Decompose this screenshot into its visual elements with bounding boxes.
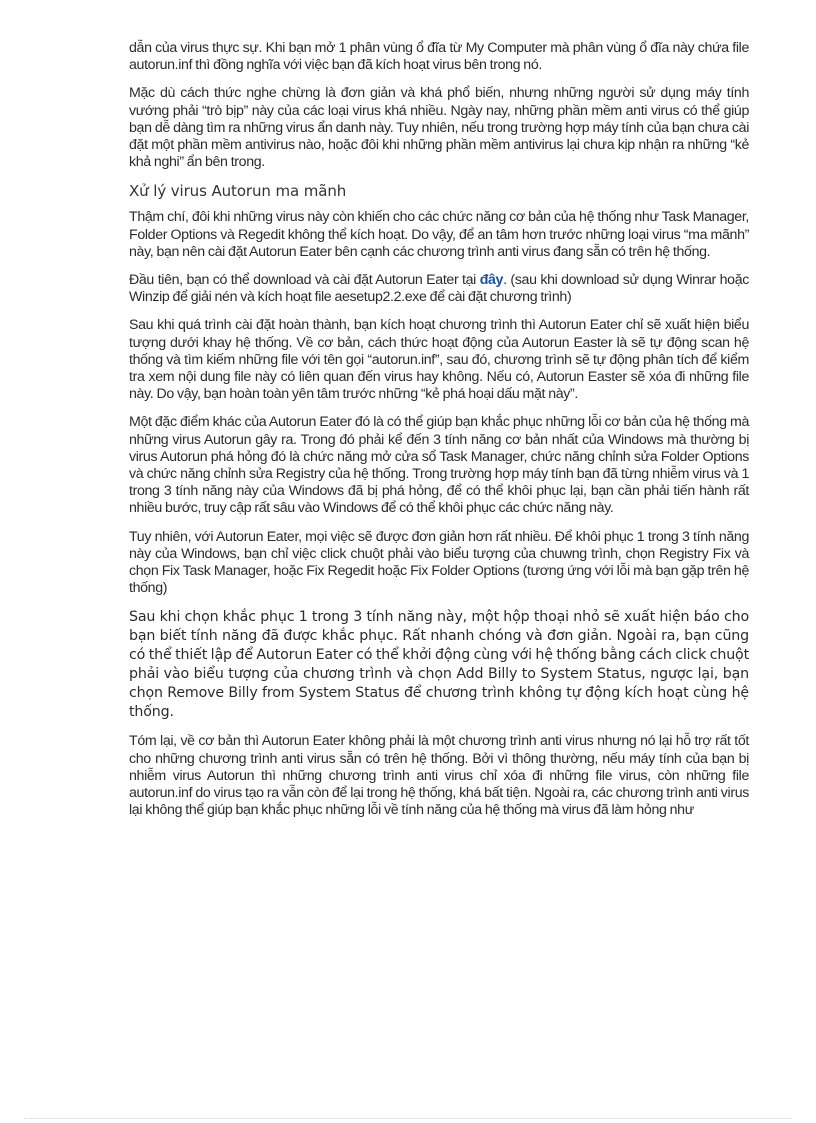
page-bottom-divider xyxy=(24,1118,792,1119)
paragraph-download xyxy=(129,272,749,306)
paragraph-trick-description: Mặc dù cách thức nghe chừng là đơn giản và khá phổ biến, nhưng những người sử dụng máy tính vướng phải “trò bịp” này của các loại virus khá nhiều. Ngày nay, những phần mềm anti virus có thể giúp bạn dễ dàng tìm ra những virus ẩn danh này. Tuy nhiên, nếu trong trường hợp máy tính của bạn chưa cài đặt một phần mềm antivirus nào, hoặc đôi khi những phần mềm antivirus lại chưa kịp nhận ra những “kẻ khả nghi” ẩn bên trong. xyxy=(129,85,749,171)
section-heading: Xử lý virus Autorun ma mãnh xyxy=(129,182,347,201)
paragraph-repair-features: Một đặc điểm khác của Autorun Eater đó là có thể giúp bạn khắc phục những lỗi cơ bản của hệ thống mà những virus Autorun gây ra. Trong đó phải kể đến 3 tính năng cơ bản nhất của Windows mà thường bị virus Autorun phá hỏng đó là chức năng mở cửa sổ Task Manager, chức năng chỉnh sửa Folder Options và chức năng chỉnh sửa Registry của hệ thống. Trong trường hợp máy tính bạn đã từng nhiễm virus và 1 trong 3 tính năng này của Windows đã bị phá hỏng, để có thể khôi phục lại, bạn cần phải tiến hành rất nhiều bước, truy cập rất sâu vào Windows để có thể khôi phục các chức năng này. xyxy=(129,414,749,517)
paragraph-restore-steps: Tuy nhiên, với Autorun Eater, mọi việc sẽ được đơn giản hơn rất nhiều. Để khôi phục 1 trong 3 tính năng này của Windows, bạn chỉ việc click chuột phải vào biểu tượng của chuwng trình, chọn Registry Fix và chọn Fix Task Manager, hoặc Fix Regedit hoặc Fix Folder Options (tương ứng với lỗi mà bạn gặp trên hệ thống) xyxy=(129,528,749,597)
download-text-before: Đầu tiên, bạn có thể download và cài đặt Autorun Eater tại xyxy=(129,272,480,289)
document-body xyxy=(129,40,749,831)
download-text-after: . (sau khi download sử dụng Winrar hoặc Winzip để giải nén và kích hoạt file aesetup2.2.exe để cài đặt chương trình) xyxy=(129,272,749,306)
paragraph-intro-continuation: dẫn của virus thực sự. Khi bạn mở 1 phân vùng ổ đĩa từ My Computer mà phân vùng ổ đĩa này chứa file autorun.inf thì đồng nghĩa với việc bạn đã kích hoạt virus bên trong nó. xyxy=(129,40,749,74)
paragraph-system-functions: Thậm chí, đôi khi những virus này còn khiến cho các chức năng cơ bản của hệ thống như Task Manager, Folder Options và Regedit không thể kích hoạt. Do vậy, để an tâm hơn trước những loại virus “ma mãnh” này, bạn nên cài đặt Autorun Eater bên cạnh các chương trình anti virus đang sẵn có trên hệ thống. xyxy=(129,209,749,260)
download-link[interactable]: đây xyxy=(479,272,504,289)
paragraph-summary: Tóm lại, về cơ bản thì Autorun Eater không phải là một chương trình anti virus nhưng nó lại hỗ trợ rất tốt cho những chương trình anti virus sẵn có trên hệ thống. Bởi vì thông thường, nếu máy tính của bạn bị nhiễm virus Autorun thì những chương trình anti virus chỉ xóa đi những file virus, còn những file autorun.inf do virus tạo ra vẫn còn để lại trong hệ thống, khá bất tiện. Ngoài ra, các chương trình anti virus lại không thể giúp bạn khắc phục những lỗi về tính năng của hệ thống mà virus đã làm hỏng như xyxy=(129,733,749,819)
paragraph-install-complete: Sau khi quá trình cài đặt hoàn thành, bạn kích hoạt chương trình thì Autorun Eater chỉ sẽ xuất hiện biểu tượng dưới khay hệ thống. Về cơ bản, cách thức hoạt động của Autorun Easter là sẽ tự động scan hệ thống và tìm kiếm những file với tên gọi “autorun.inf”, sau đó, chương trình sẽ tự động phân tích để kiểm tra xem nội dung file này có liên quan đến virus hay không. Nếu có, Autorun Easter sẽ xóa đi những file này. Do vậy, bạn hoàn toàn yên tâm trước những “kẻ phá hoại dấu mặt này”. xyxy=(129,317,749,403)
paragraph-dialog-startup: Sau khi chọn khắc phục 1 trong 3 tính năng này, một hộp thoại nhỏ sẽ xuất hiện báo cho bạn biết tính năng đã được khắc phục. Rất nhanh chóng và đơn giản. Ngoài ra, bạn cũng có thể thiết lập để Autorun Eater có thể khởi động cùng với hệ thống bằng cách click chuột phải vào biểu tượng của chương trình và chọn Add Billy to System Status, ngược lại, bạn chọn Remove Billy from System Status để chương trình không tự động kích hoạt cùng hệ thống. xyxy=(129,609,749,721)
